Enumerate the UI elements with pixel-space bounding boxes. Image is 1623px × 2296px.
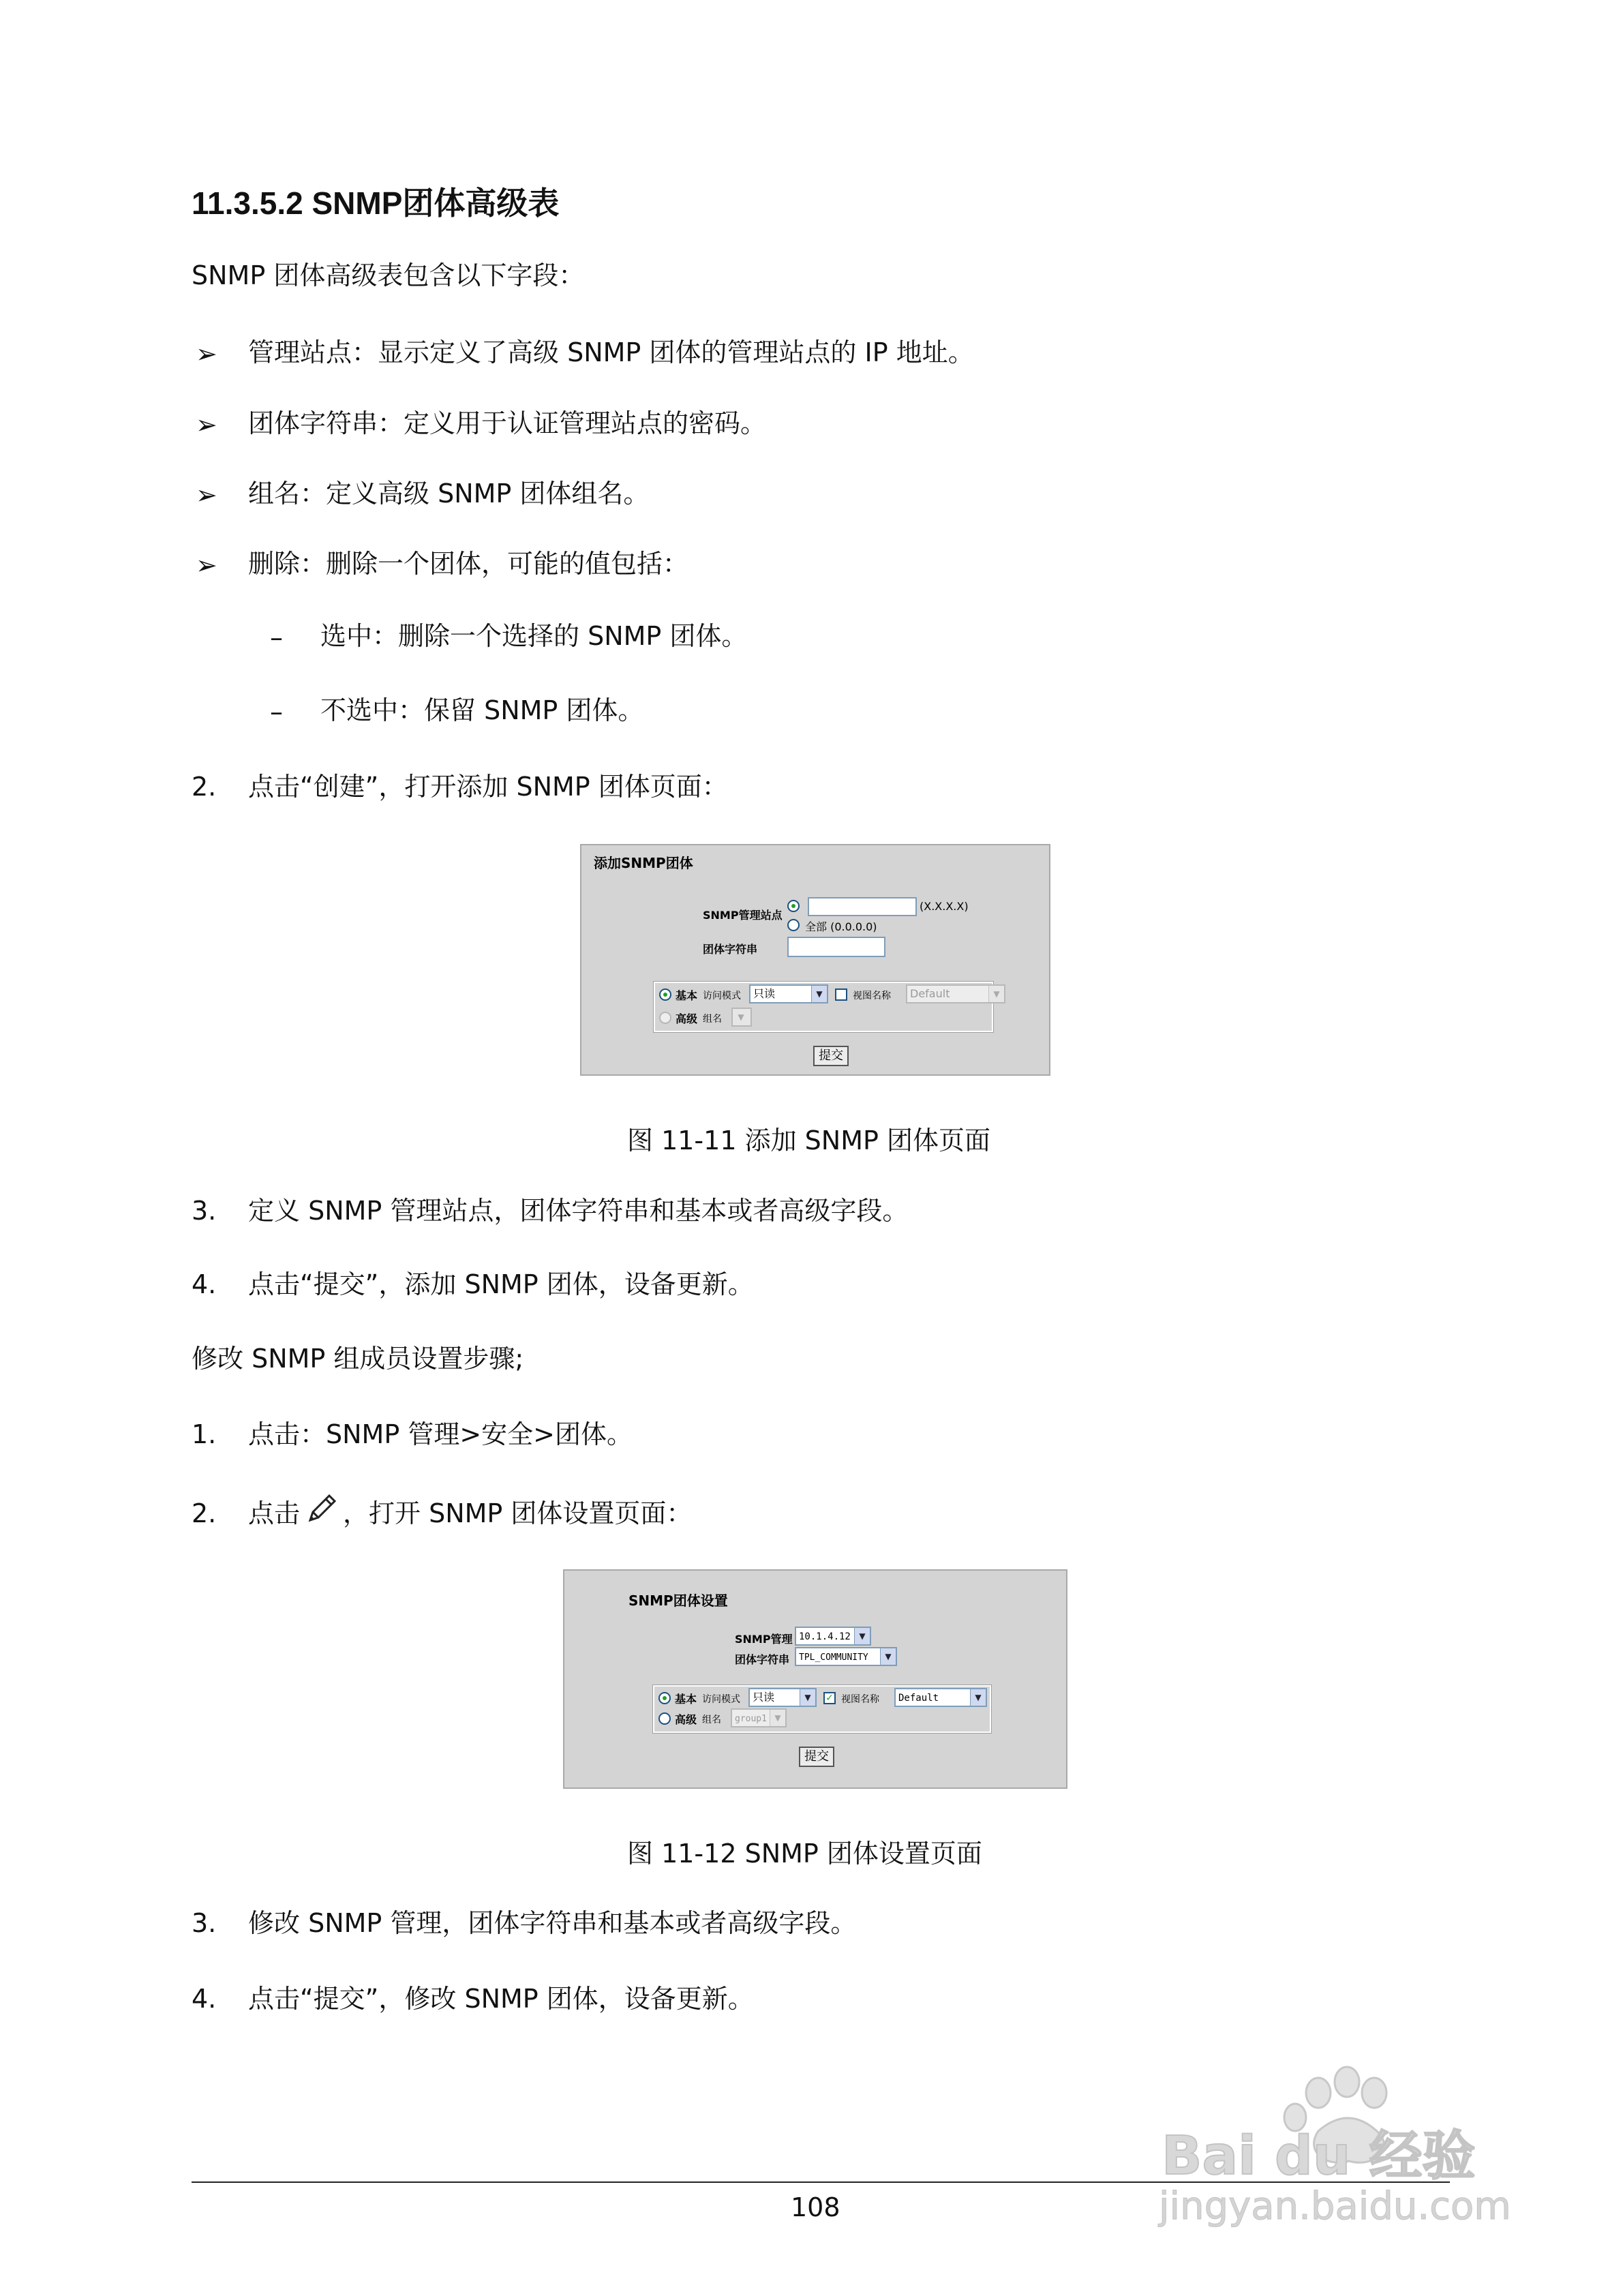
chevron-down-icon[interactable]: ▼ bbox=[988, 986, 1004, 1002]
step-number: 3. bbox=[192, 1908, 217, 1938]
snmp-station-label: SNMP管理站点 bbox=[703, 909, 783, 922]
access-mode-label: 访问模式 bbox=[703, 991, 741, 1001]
access-mode-select[interactable] bbox=[749, 984, 828, 1003]
advanced-mode-label: 高级 bbox=[676, 1012, 698, 1025]
ip-format-hint: (X.X.X.X) bbox=[920, 900, 969, 913]
station-ip-radio[interactable] bbox=[787, 900, 800, 912]
basic-mode-radio[interactable] bbox=[658, 1692, 671, 1704]
submit-button[interactable]: 提交 bbox=[813, 1046, 849, 1066]
add-snmp-community-screenshot bbox=[580, 844, 1050, 1076]
chevron-down-icon[interactable]: ▼ bbox=[854, 1628, 870, 1644]
step-number: 4. bbox=[192, 1269, 217, 1299]
access-mode-value: 只读 bbox=[753, 987, 776, 1000]
view-name-select[interactable] bbox=[906, 984, 1005, 1003]
bullet-item: 管理站点：显示定义了高级 SNMP 团体的管理站点的 IP 地址。 bbox=[248, 337, 974, 367]
snmp-manager-select[interactable] bbox=[795, 1627, 871, 1646]
community-string-label: 团体字符串 bbox=[735, 1653, 790, 1666]
step-text: 点击：SNMP 管理>安全>团体。 bbox=[248, 1419, 633, 1449]
chevron-down-icon[interactable]: ▼ bbox=[970, 1689, 986, 1706]
modify-intro: 修改 SNMP 组成员设置步骤; bbox=[192, 1344, 524, 1374]
dash-marker: – bbox=[270, 622, 283, 652]
page-number: 108 bbox=[791, 2192, 840, 2222]
step-number: 2. bbox=[192, 1498, 217, 1528]
step-text-before-icon: 点击 bbox=[248, 1498, 301, 1528]
figure-title: 添加SNMP团体 bbox=[594, 855, 693, 871]
chevron-down-icon[interactable]: ▼ bbox=[770, 1710, 785, 1726]
advanced-mode-radio[interactable] bbox=[659, 1012, 671, 1024]
baidu-watermark-logo bbox=[1155, 2066, 1536, 2187]
view-name-value: Default bbox=[910, 987, 950, 1000]
view-name-checkbox[interactable]: ✓ bbox=[823, 1692, 836, 1704]
basic-mode-label: 基本 bbox=[676, 989, 698, 1002]
figure-caption: 图 11-12 SNMP 团体设置页面 bbox=[627, 1839, 982, 1869]
group-name-select[interactable] bbox=[731, 1008, 752, 1027]
sub-bullet-item: 选中：删除一个选择的 SNMP 团体。 bbox=[320, 621, 748, 651]
community-string-select[interactable] bbox=[795, 1647, 897, 1666]
community-string-value: TPL_COMMUNITY bbox=[799, 1652, 868, 1663]
bullet-marker: ➢ bbox=[196, 480, 217, 510]
step-text: 点击“创建”，打开添加 SNMP 团体页面： bbox=[248, 772, 728, 802]
view-name-value: Default bbox=[898, 1693, 939, 1704]
section-heading: 11.3.5.2 SNMP团体高级表 bbox=[192, 185, 560, 221]
bullet-marker: ➢ bbox=[196, 339, 217, 369]
group-name-label: 组名 bbox=[703, 1014, 722, 1025]
step-number: 1. bbox=[192, 1419, 217, 1449]
step-number: 2. bbox=[192, 772, 217, 802]
snmp-community-settings-screenshot bbox=[563, 1569, 1067, 1789]
access-mode-select[interactable] bbox=[748, 1688, 817, 1707]
submit-button[interactable]: 提交 bbox=[799, 1747, 834, 1767]
group-name-label: 组名 bbox=[702, 1715, 721, 1725]
bullet-marker: ➢ bbox=[196, 550, 217, 580]
watermark-brand: Bai du 经验 bbox=[1162, 2126, 1476, 2187]
community-string-label: 团体字符串 bbox=[703, 943, 758, 956]
watermark-url: jingyan.baidu.com bbox=[1159, 2184, 1511, 2229]
figure-title: SNMP团体设置 bbox=[628, 1592, 728, 1609]
pencil-icon bbox=[305, 1489, 342, 1526]
step-number: 4. bbox=[192, 1984, 217, 2014]
view-name-label: 视图名称 bbox=[853, 991, 891, 1001]
step-text: 点击“提交”，修改 SNMP 团体，设备更新。 bbox=[248, 1984, 754, 2014]
advanced-mode-radio[interactable] bbox=[658, 1712, 671, 1725]
view-name-select[interactable] bbox=[894, 1688, 987, 1707]
dash-marker: – bbox=[270, 697, 283, 727]
group-name-select[interactable] bbox=[731, 1708, 787, 1727]
access-mode-label: 访问模式 bbox=[702, 1694, 740, 1705]
bullet-marker: ➢ bbox=[196, 410, 217, 440]
chevron-down-icon[interactable]: ▼ bbox=[880, 1648, 896, 1665]
snmp-manager-value: 10.1.4.12 bbox=[799, 1631, 851, 1642]
basic-mode-radio[interactable] bbox=[659, 988, 671, 1001]
step-text: 定义 SNMP 管理站点，团体字符串和基本或者高级字段。 bbox=[248, 1196, 909, 1226]
bullet-item: 团体字符串：定义用于认证管理站点的密码。 bbox=[248, 408, 767, 438]
view-name-checkbox[interactable] bbox=[835, 988, 847, 1001]
chevron-down-icon[interactable]: ▼ bbox=[731, 1009, 750, 1025]
view-name-label: 视图名称 bbox=[841, 1694, 879, 1705]
figure-caption: 图 11-11 添加 SNMP 团体页面 bbox=[627, 1126, 990, 1155]
intro-paragraph: SNMP 团体高级表包含以下字段： bbox=[192, 260, 585, 290]
station-ip-input[interactable] bbox=[808, 897, 917, 916]
bullet-item: 组名：定义高级 SNMP 团体组名。 bbox=[248, 479, 650, 509]
sub-bullet-item: 不选中：保留 SNMP 团体。 bbox=[320, 695, 644, 725]
chevron-down-icon[interactable]: ▼ bbox=[800, 1689, 815, 1706]
snmp-manager-label: SNMP管理 bbox=[735, 1633, 793, 1646]
access-mode-value: 只读 bbox=[753, 1691, 775, 1704]
step-text: 点击“提交”，添加 SNMP 团体，设备更新。 bbox=[248, 1269, 754, 1299]
station-all-radio[interactable] bbox=[787, 919, 800, 931]
step-number: 3. bbox=[192, 1196, 217, 1226]
step-text-after-icon: ，打开 SNMP 团体设置页面： bbox=[343, 1498, 693, 1528]
bullet-item: 删除：删除一个团体，可能的值包括： bbox=[248, 549, 689, 579]
group-name-value: group1 bbox=[735, 1714, 767, 1724]
advanced-mode-label: 高级 bbox=[675, 1713, 697, 1726]
chevron-down-icon[interactable]: ▼ bbox=[811, 986, 827, 1002]
step-text: 修改 SNMP 管理，团体字符串和基本或者高级字段。 bbox=[248, 1908, 857, 1938]
basic-mode-label: 基本 bbox=[675, 1693, 697, 1706]
community-string-input[interactable] bbox=[787, 937, 885, 957]
station-all-label: 全部 (0.0.0.0) bbox=[805, 920, 877, 933]
